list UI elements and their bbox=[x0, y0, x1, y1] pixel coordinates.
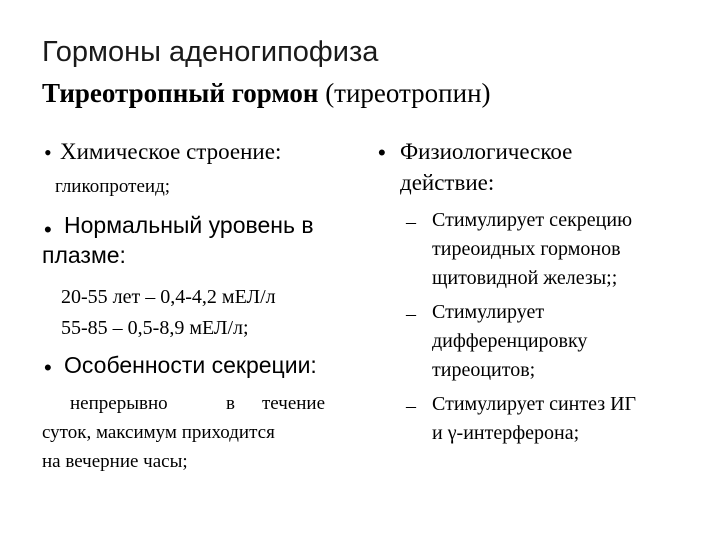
subtitle-bold: Тиреотропный гормон bbox=[42, 78, 319, 108]
chemical-structure-label: Химическое строение: bbox=[60, 139, 282, 164]
dash-marker: – bbox=[406, 303, 416, 325]
normal-level-row-2: 55-85 – 0,5-8,9 мЕЛ/л; bbox=[61, 317, 249, 339]
normal-level-row-1: 20-55 лет – 0,4-4,2 мЕЛ/л bbox=[61, 286, 276, 308]
bullet-marker: • bbox=[378, 140, 386, 165]
normal-level-label-line2: плазме: bbox=[42, 242, 126, 268]
slide-title: Гормоны аденогипофиза bbox=[42, 36, 379, 68]
secretion-text-word3: течение bbox=[262, 393, 326, 414]
bullet-marker: • bbox=[44, 355, 52, 380]
effect-2-line-3: тиреоцитов; bbox=[432, 359, 536, 381]
secretion-text-word2: в bbox=[226, 393, 235, 414]
effect-2-line-2: дифференцировку bbox=[432, 330, 588, 352]
slide-subtitle bbox=[42, 78, 491, 109]
effect-1-line-3: щитовидной железы;; bbox=[432, 267, 618, 289]
bullet-marker: • bbox=[44, 140, 52, 165]
dash-marker: – bbox=[406, 211, 416, 233]
effect-2-line-1: Стимулирует bbox=[432, 301, 545, 323]
effect-1-line-1: Стимулирует секрецию bbox=[432, 209, 633, 231]
subtitle-normal: (тиреотропин) bbox=[318, 78, 491, 108]
physiological-heading-line1: Физиологическое bbox=[400, 139, 573, 164]
physiological-heading-line2: действие: bbox=[400, 170, 495, 195]
secretion-text-line2: суток, максимум приходится bbox=[42, 422, 275, 443]
effect-1-line-2: тиреоидных гормонов bbox=[432, 238, 621, 260]
bullet-marker: • bbox=[44, 217, 52, 242]
effect-3-line-1: Стимулирует синтез ИГ bbox=[432, 393, 637, 415]
effect-3-line-2: и γ-интерферона; bbox=[432, 422, 580, 444]
dash-marker: – bbox=[406, 395, 416, 417]
chemical-structure-value: гликопротеид; bbox=[55, 176, 171, 197]
secretion-text-word1: непрерывно bbox=[70, 393, 168, 414]
secretion-label: Особенности секреции: bbox=[64, 352, 317, 378]
normal-level-label-line1: Нормальный уровень в bbox=[64, 212, 314, 238]
secretion-text-line3: на вечерние часы; bbox=[42, 451, 188, 472]
